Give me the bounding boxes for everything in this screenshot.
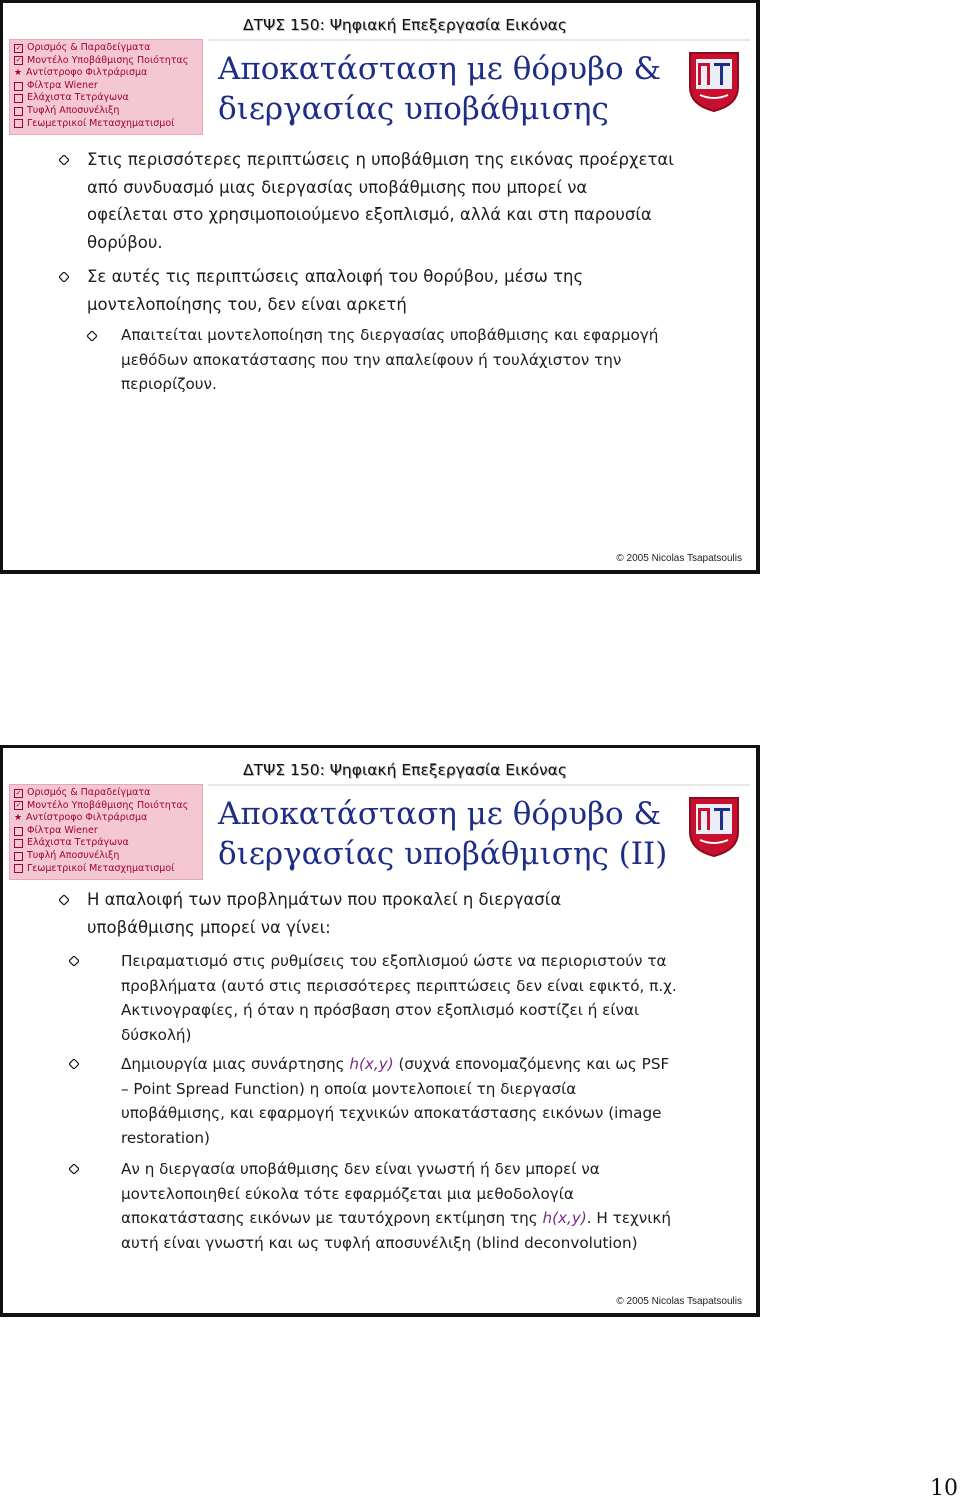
nav-item-current[interactable]: ★ Αντίστροφο Φιλτράρισμα: [14, 67, 148, 79]
nav-item[interactable]: Ελάχιστα Τετράγωνα: [14, 837, 198, 850]
subbullet-text: Πειραματισμό στις ρυθμίσεις του εξοπλισμού ώστε να περιοριστούν τα προβλήματα (αυτό στις περισσότερες περιπτώσεις δεν είναι εφικτό, π.χ. Ακτινογραφίες, ή όταν η πρόσβαση στον εξοπλισμό κοστίζει ή είναι δύσκολή): [121, 952, 677, 1044]
topic-nav: [9, 784, 203, 880]
checkbox-empty-icon: [14, 827, 23, 836]
diamond-bullet-icon: [59, 155, 69, 165]
slide-2: [0, 745, 760, 1317]
bullet-text: Στις περισσότερες περιπτώσεις η υποβάθμιση της εικόνας προέρχεται από συνδυασμό μιας διεργασίας υποβάθμισης που μπορεί να οφείλεται στο χρησιμοποιούμενο εξοπλισμό, αλλά και στη παρουσία θορύβου.: [87, 150, 674, 252]
topic-nav: [9, 39, 203, 135]
diamond-bullet-icon: [69, 1164, 79, 1174]
checkbox-checked-icon: ✓: [15, 788, 22, 797]
nav-item[interactable]: Τυφλή Αποσυνέλιξη: [14, 850, 198, 863]
nav-item[interactable]: Ελάχιστα Τετράγωνα: [14, 92, 198, 105]
slide-title-line: διεργασίας υποβάθμισης (ΙΙ): [218, 836, 668, 872]
copyright-footer: © 2005 Nicolas Tsapatsoulis: [616, 553, 742, 564]
nav-item[interactable]: Φίλτρα Wiener: [14, 80, 198, 93]
nav-item[interactable]: ✓ Μοντέλο Υποβάθμισης Ποιότητας: [15, 799, 189, 811]
slide-title: [218, 794, 667, 874]
diamond-bullet-icon: [69, 956, 79, 966]
checkbox-checked-icon: ✓: [15, 801, 22, 810]
page-number: 10: [930, 1476, 958, 1501]
checkbox-empty-icon: [14, 107, 23, 116]
nav-item[interactable]: Γεωμετρικοί Μετασχηματισμοί: [14, 118, 198, 131]
formula-hxy: h(x,y): [349, 1055, 394, 1073]
header-divider: [208, 784, 750, 786]
checkbox-empty-icon: [14, 94, 23, 103]
nav-item[interactable]: ✓ Ορισμός & Παραδείγματα: [15, 787, 151, 798]
nav-item[interactable]: ✓ Μοντέλο Υποβάθμισης Ποιότητας: [15, 54, 189, 66]
slide-title-line: Αποκατάσταση με θόρυβο &: [218, 51, 662, 87]
header-divider: [208, 39, 750, 41]
star-icon: ★: [14, 67, 23, 78]
checkbox-empty-icon: [14, 864, 23, 873]
checkbox-checked-icon: ✓: [15, 43, 22, 52]
slide-title: [218, 49, 661, 129]
nav-item[interactable]: Γεωμετρικοί Μετασχηματισμοί: [14, 863, 198, 876]
university-logo-icon: [686, 794, 742, 858]
diamond-bullet-icon: [59, 895, 69, 905]
copyright-footer: © 2005 Nicolas Tsapatsoulis: [616, 1296, 742, 1307]
bullet-text: Η απαλοιφή των προβλημάτων που προκαλεί η διεργασία υποβάθμισης μπορεί να γίνει:: [87, 890, 562, 937]
slide-title-line: διεργασίας υποβάθμισης: [218, 91, 609, 127]
nav-item[interactable]: ✓ Ορισμός & Παραδείγματα: [15, 42, 151, 53]
diamond-bullet-icon: [59, 272, 69, 282]
subbullet-text: Δημιουργία μιας συνάρτησης h(x,y) (συχνά επονομαζόμενης και ως PSF – Point Spread Function) η οποία μοντελοποιεί τη διεργασία υποβάθμισης, και εφαρμογή τεχνικών αποκατάστασης εικόνων (image restoration): [121, 1055, 670, 1147]
subbullet-text: Αν η διεργασία υποβάθμισης δεν είναι γνωστή ή δεν μπορεί να μοντελοποιηθεί εύκολα τότε εφαρμόζεται μια μεθοδολογία αποκατάστασης εικόνων με ταυτόχρονη εκτίμηση της h(x,y). Η τεχνική αυτή είναι γνωστή και ως τυφλή αποσυνέλιξη (blind deconvolution): [121, 1160, 671, 1252]
slide-title-line: Αποκατάσταση με θόρυβο &: [218, 796, 662, 832]
nav-item[interactable]: Τυφλή Αποσυνέλιξη: [14, 105, 198, 118]
slide-1: [0, 0, 760, 574]
bullet-text: Σε αυτές τις περιπτώσεις απαλοιφή του θορύβου, μέσω της μοντελοποίησης του, δεν είναι αρκετή: [87, 267, 584, 314]
subbullet-text: Απαιτείται μοντελοποίηση της διεργασίας υποβάθμισης και εφαρμογή μεθόδων αποκατάστασης που την απαλείφουν ή τουλάχιστον την περιορίζουν.: [121, 326, 659, 394]
diamond-bullet-icon: [87, 331, 97, 341]
star-icon: ★: [14, 812, 23, 823]
checkbox-checked-icon: ✓: [15, 56, 22, 65]
checkbox-empty-icon: [14, 839, 23, 848]
nav-item[interactable]: Φίλτρα Wiener: [14, 825, 198, 838]
checkbox-empty-icon: [14, 119, 23, 128]
checkbox-empty-icon: [14, 82, 23, 91]
diamond-bullet-icon: [69, 1059, 79, 1069]
checkbox-empty-icon: [14, 852, 23, 861]
formula-hxy: h(x,y): [542, 1209, 587, 1228]
university-logo-icon: [686, 49, 742, 113]
nav-item-current[interactable]: ★ Αντίστροφο Φιλτράρισμα: [14, 812, 148, 824]
course-title: ΔΤΨΣ 150: Ψηφιακή Επεξεργασία Εικόνας: [243, 761, 567, 779]
course-title: ΔΤΨΣ 150: Ψηφιακή Επεξεργασία Εικόνας: [243, 16, 567, 34]
